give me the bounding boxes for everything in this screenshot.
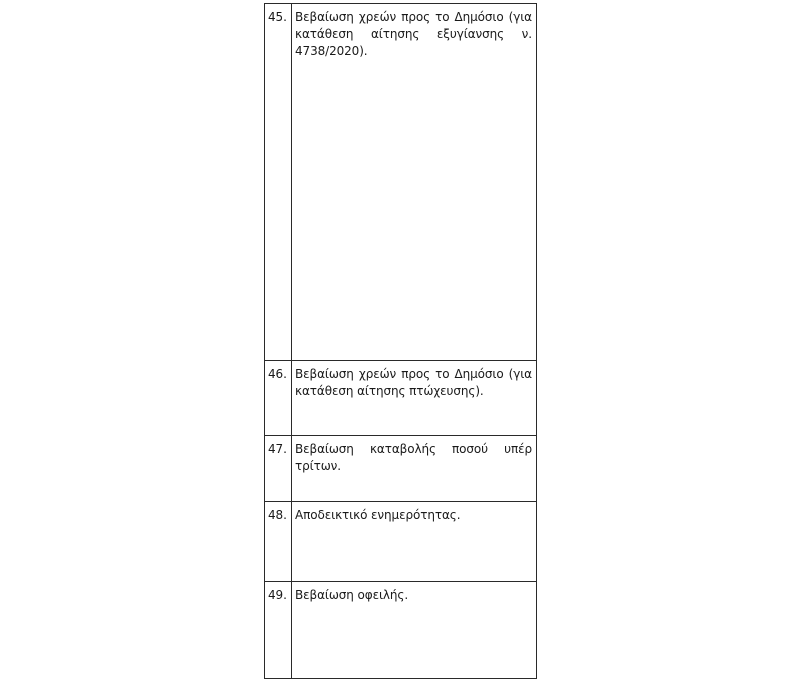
row-text: Αποδεικτικό ενημερότητας. — [295, 508, 461, 522]
row-text-cell — [292, 502, 537, 582]
row-number: 46. — [268, 367, 287, 381]
row-text: Βεβαίωση καταβολής ποσού υπέρ τρίτων. — [295, 442, 532, 473]
table-row — [265, 436, 537, 502]
row-number: 45. — [268, 10, 287, 24]
row-number: 48. — [268, 508, 287, 522]
row-text: Βεβαίωση χρεών προς το Δημόσιο (για κατάθεση αίτησης πτώχευσης). — [295, 367, 532, 398]
row-number-cell — [265, 436, 292, 502]
table-row — [265, 4, 537, 361]
row-text-cell — [292, 361, 537, 436]
table-row — [265, 582, 537, 679]
row-number: 47. — [268, 442, 287, 456]
row-number-cell — [265, 361, 292, 436]
row-number-cell — [265, 582, 292, 679]
table-row — [265, 502, 537, 582]
document-table — [264, 3, 537, 679]
row-number-cell — [265, 4, 292, 361]
row-text-cell — [292, 436, 537, 502]
row-number: 49. — [268, 588, 287, 602]
row-text: Βεβαίωση χρεών προς το Δημόσιο (για κατάθεση αίτησης εξυγίανσης ν. 4738/2020). — [295, 10, 532, 58]
row-text-cell — [292, 4, 537, 361]
row-text-cell — [292, 582, 537, 679]
row-number-cell — [265, 502, 292, 582]
row-text: Βεβαίωση οφειλής. — [295, 588, 409, 602]
table-row — [265, 361, 537, 436]
